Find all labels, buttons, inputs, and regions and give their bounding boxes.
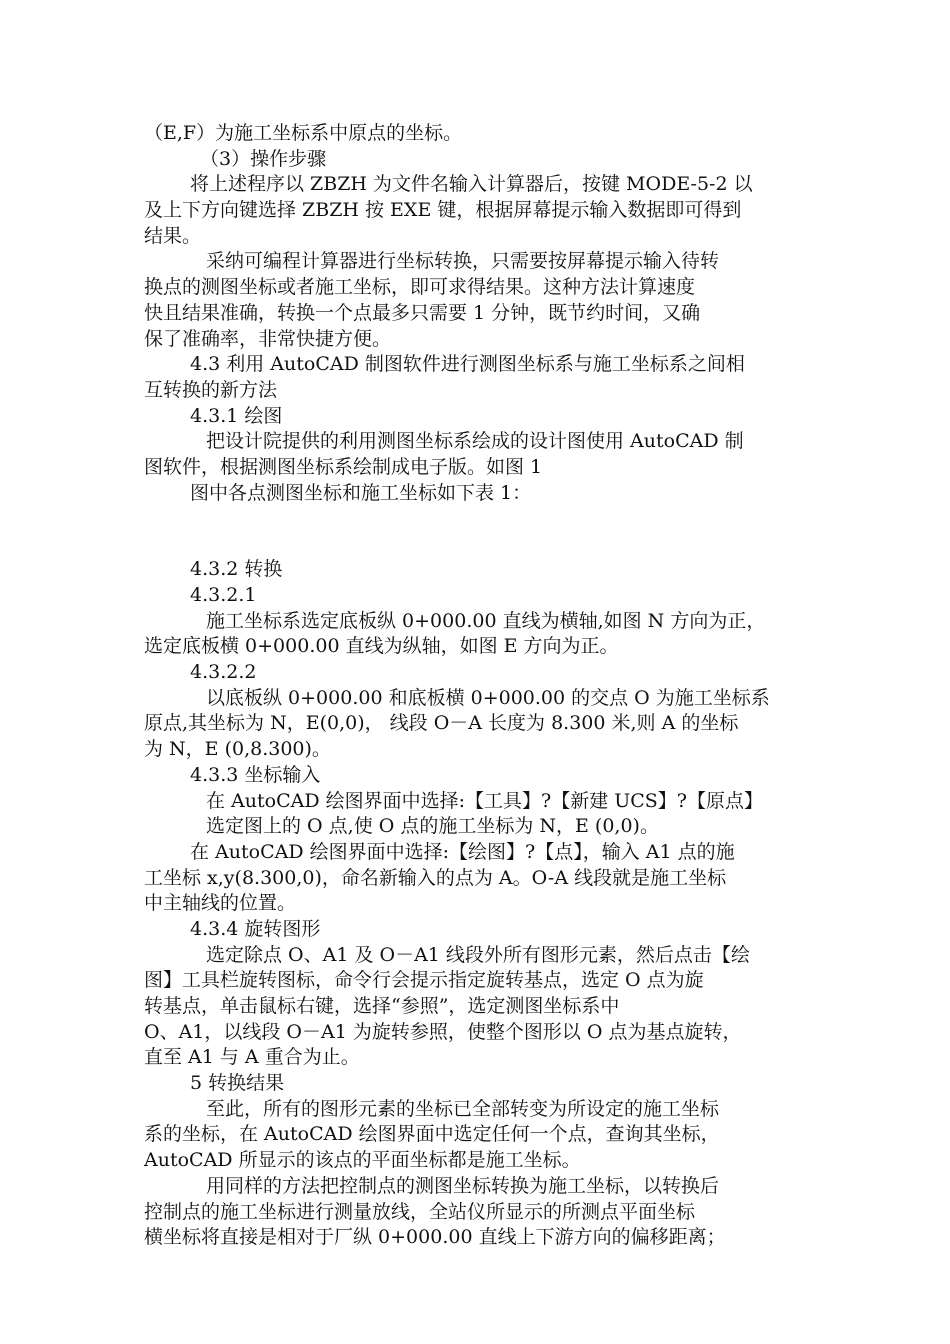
text-line: 施工坐标系选定底板纵 0+000.00 直线为横轴,如图 N 方向为正， (206, 609, 766, 632)
text-line: （3）操作步骤 (200, 147, 327, 170)
text-line: 快且结果准确，转换一个点最多只需要 1 分钟，既节约时间，又确 (144, 301, 701, 324)
text-line: 用同样的方法把控制点的测图坐标转换为施工坐标，以转换后 (206, 1174, 720, 1197)
text-line: 4.3.2 转换 (190, 558, 283, 581)
text-line: 为 N，E (0,8.300)。 (144, 738, 331, 761)
text-line: 选定除点 O、A1 及 O－A1 线段外所有图形元素，然后点击【绘 (206, 943, 750, 966)
text-line: O、A1，以线段 O－A1 为旋转参照，使整个图形以 O 点为基点旋转， (144, 1020, 742, 1043)
text-line: 直至 A1 与 A 重合为止。 (144, 1046, 360, 1069)
text-line: 4.3 利用 AutoCAD 制图软件进行测图坐标系与施工坐标系之间相 (190, 353, 745, 376)
text-line: 转基点，单击鼠标右键，选择“参照”，选定测图坐标系中 (144, 995, 620, 1017)
text-line: 横坐标将直接是相对于厂纵 0+000.00 直线上下游方向的偏移距离； (144, 1226, 726, 1249)
text-line: 4.3.4 旋转图形 (190, 917, 321, 940)
document-body (144, 121, 806, 1251)
text-line: 至此，所有的图形元素的坐标已全部转变为所设定的施工坐标 (206, 1097, 720, 1120)
text-line: 选定底板横 0+000.00 直线为纵轴，如图 E 方向为正。 (144, 635, 619, 658)
text-line: 4.3.2.2 (190, 661, 257, 684)
text-line: 将上述程序以 ZBZH 为文件名输入计算器后，按键 MODE-5-2 以 (190, 173, 753, 196)
text-line: 系的坐标，在 AutoCAD 绘图界面中选定任何一个点，查询其坐标， (144, 1123, 720, 1146)
text-line: 换点的测图坐标或者施工坐标，即可求得结果。这种方法计算速度 (144, 276, 696, 299)
text-line: 在 AutoCAD 绘图界面中选择:【工具】?【新建 UCS】?【原点】 (206, 789, 763, 812)
figure-gap (144, 506, 806, 557)
text-line: 采纳可编程计算器进行坐标转换，只需要按屏幕提示输入待转 (206, 250, 720, 273)
text-line: 保了准确率，非常快捷方便。 (144, 327, 392, 350)
text-line: 把设计院提供的利用测图坐标系绘成的设计图使用 AutoCAD 制 (206, 430, 744, 453)
text-line: 在 AutoCAD 绘图界面中选择:【绘图】?【点】，输入 A1 点的施 (190, 840, 735, 863)
text-line: 以底板纵 0+000.00 和底板横 0+000.00 的交点 O 为施工坐标系 (206, 686, 770, 709)
text-line: 互转换的新方法 (144, 378, 278, 401)
text-line: （E,F）为施工坐标系中原点的坐标。 (144, 122, 463, 144)
text-line: 工坐标 x,y(8.300,0)，命名新输入的点为 A。O-A 线段就是施工坐标 (144, 866, 727, 889)
text-line: 4.3.3 坐标输入 (190, 763, 321, 786)
text-line: 结果。 (144, 224, 202, 247)
text-line: AutoCAD 所显示的该点的平面坐标都是施工坐标。 (144, 1149, 581, 1172)
text-line: 控制点的施工坐标进行测量放线，全站仪所显示的所测点平面坐标 (144, 1200, 696, 1223)
text-line: 4.3.1 绘图 (190, 404, 283, 427)
text-line: 4.3.2.1 (190, 584, 257, 606)
text-line: 图中各点测图坐标和施工坐标如下表 1： (190, 481, 532, 504)
text-line: 选定图上的 O 点,使 O 点的施工坐标为 N，E (0,0)。 (206, 815, 659, 838)
text-line: 5 转换结果 (190, 1072, 285, 1095)
text-line: 中主轴线的位置。 (144, 892, 297, 915)
text-line: 图】工具栏旋转图标，命令行会提示指定旋转基点，选定 O 点为旋 (144, 969, 704, 992)
text-line: 图软件，根据测图坐标系绘制成电子版。如图 1 (144, 455, 543, 478)
text-line: 原点,其坐标为 N，E(0,0)， 线段 O－A 长度为 8.300 米,则 A 的坐标 (144, 712, 739, 735)
text-line: 及上下方向键选择 ZBZH 按 EXE 键，根据屏幕提示输入数据即可得到 (144, 199, 742, 222)
